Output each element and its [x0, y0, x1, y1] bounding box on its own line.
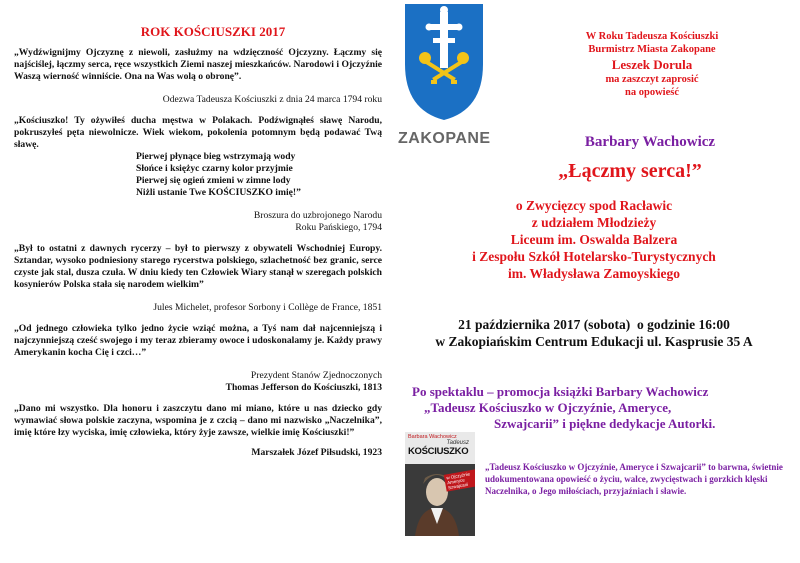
subtitle-line: i Zespołu Szkół Hotelarsko-Turystycznych — [472, 249, 716, 264]
invite-line-3: ma zaszczyt zaprosić — [605, 74, 699, 85]
quote-3: „Był to ostatni z dawnych rycerzy – był to pierwszy z obywateli Wschodniej Europy. Sztandar, wysoko podniesiony starego rycerstwa polskiego, szlachetność bez granic, serce czyste jak stal, dusza czuła. W dniu kiedy ten Człowiek Wiary stanął w szeregach polskich kosynierów Polska stała się narodem wielkim” — [14, 243, 382, 290]
page-title: ROK KOŚCIUSZKI 2017 — [140, 24, 286, 39]
author-name: Barbary Wachowicz — [584, 134, 716, 150]
book-cover — [405, 432, 475, 536]
city-name: ZAKOPANE — [398, 130, 491, 147]
subtitle-line: im. Władysława Zamoyskiego — [508, 266, 680, 281]
poem-line: Pierwej płynące bieg wstrzymają wody — [136, 151, 296, 162]
book-description: „Tadeusz Kościuszko w Ojczyźnie, Ameryce i Szwajcarii” to barwna, świetnie udokumentowana opowieść o życiu, walce, zwycięstwach i gorzkich klęski Naczelnika, o Jego miłościach, przyjaźniach i sławie. — [485, 462, 783, 496]
quote-2: „Kościuszko! Ty ożywiłeś ducha męstwa w Polakach. Podźwignąłeś sławę Narodu, pokruszyłeś pęta niewolnicze. Wiek wiekom, pokolenia potomnym będą podawać Twą sławę. — [14, 115, 382, 150]
invite-line-4: na opowieść — [625, 87, 679, 98]
poem-line: Pierwej się ogień zmieni w zimne lody — [136, 175, 291, 186]
quote-1: „Wydźwignijmy Ojczyznę z niewoli, zasłużmy na wdzięczność Ojczyzny. Łączmy się najściślej, łączmy serca, ręce wszystkich Ziemi naszej mieszkańców. Narodowi i Ojczyźnie Waszą wierność winniście. Ona na Was wolą o obronę”. — [14, 47, 382, 82]
book-title: KOŚCIUSZKO — [408, 446, 469, 457]
promo-line-1: Po spektaklu – promocja książki Barbary Wachowicz — [412, 384, 709, 399]
invitation-header — [528, 30, 776, 99]
book-subtitle-ribbon: w Ojczyźnie Ameryce Szwajcarii — [444, 469, 475, 491]
mayor-name: Leszek Dorula — [611, 57, 693, 72]
source-2b: Roku Pańskiego, 1794 — [295, 222, 382, 233]
source-1: Odezwa Tadeusza Kościuszki z dnia 24 marca 1794 roku — [162, 94, 382, 105]
subtitle-line: Liceum im. Oswalda Balzera — [510, 232, 678, 247]
event-date: 21 października 2017 (sobota) o godzinie 16:00 — [458, 317, 730, 332]
poem-line: Niżli ustanie Twe KOŚCIUSZKO imię!” — [136, 187, 301, 198]
book-cover-header — [405, 432, 475, 464]
invite-line-2: Burmistrz Miasta Zakopane — [588, 44, 716, 55]
event-details — [392, 316, 796, 350]
source-5: Marszałek Józef Piłsudski, 1923 — [251, 447, 382, 458]
source-3: Jules Michelet, profesor Sorbony i Collège de France, 1851 — [153, 302, 382, 313]
source-4b: Thomas Jefferson do Kościuszki, 1813 — [225, 382, 382, 393]
book-first-name: Tadeusz — [446, 440, 469, 446]
quotes-column — [14, 0, 382, 459]
subtitle-line: z udziałem Młodzieży — [531, 215, 657, 230]
source-2a: Broszura do uzbrojonego Narodu — [253, 210, 382, 221]
coat-of-arms-icon — [403, 2, 485, 122]
source-4a: Prezydent Stanów Zjednoczonych — [250, 370, 382, 381]
poem-line: Słońce i księżyc czarny kolor przyjmie — [136, 163, 293, 174]
promo-block — [412, 384, 792, 432]
promo-line-2: „Tadeusz Kościuszko w Ojczyźnie, Ameryce, — [424, 400, 672, 415]
book-author: Barbara Wachowicz — [408, 434, 457, 440]
poem — [14, 151, 382, 199]
promo-line-3: Szwajcarii” i piękne dedykacje Autorki. — [494, 416, 716, 431]
event-place: w Zakopiańskim Centrum Edukacji ul. Kasprusie 35 A — [435, 334, 753, 349]
subtitle-line: o Zwycięzcy spod Racławic — [515, 198, 673, 213]
zakopane-logo — [398, 2, 490, 148]
event-title: „Łączmy serca!” — [558, 160, 702, 182]
quote-4: „Od jednego człowieka tylko jedno życie wziąć można, a Tyś nam dał najcenniejszą i najczynniejszą cześć swojego i my teraz zbieramy owoce i udoskonalamy je. Każdy prawy Amerykanin kocha Cię i czci…” — [14, 323, 382, 358]
event-subtitle — [392, 197, 796, 282]
invite-line-1: W Roku Tadeusza Kościuszki — [585, 31, 719, 42]
quote-5: „Dano mi wszystko. Dla honoru i zaszczytu dano mi miano, które u nas dziecko gdy wymawiać słowa polskie zaczyna, wspomina je z czcią – dano mi nazwisko „Naczelnika”, imię które łzy wyciska, imię człowieka, który żyje zawsze, wielkie imię Kościuszki!” — [14, 403, 382, 438]
